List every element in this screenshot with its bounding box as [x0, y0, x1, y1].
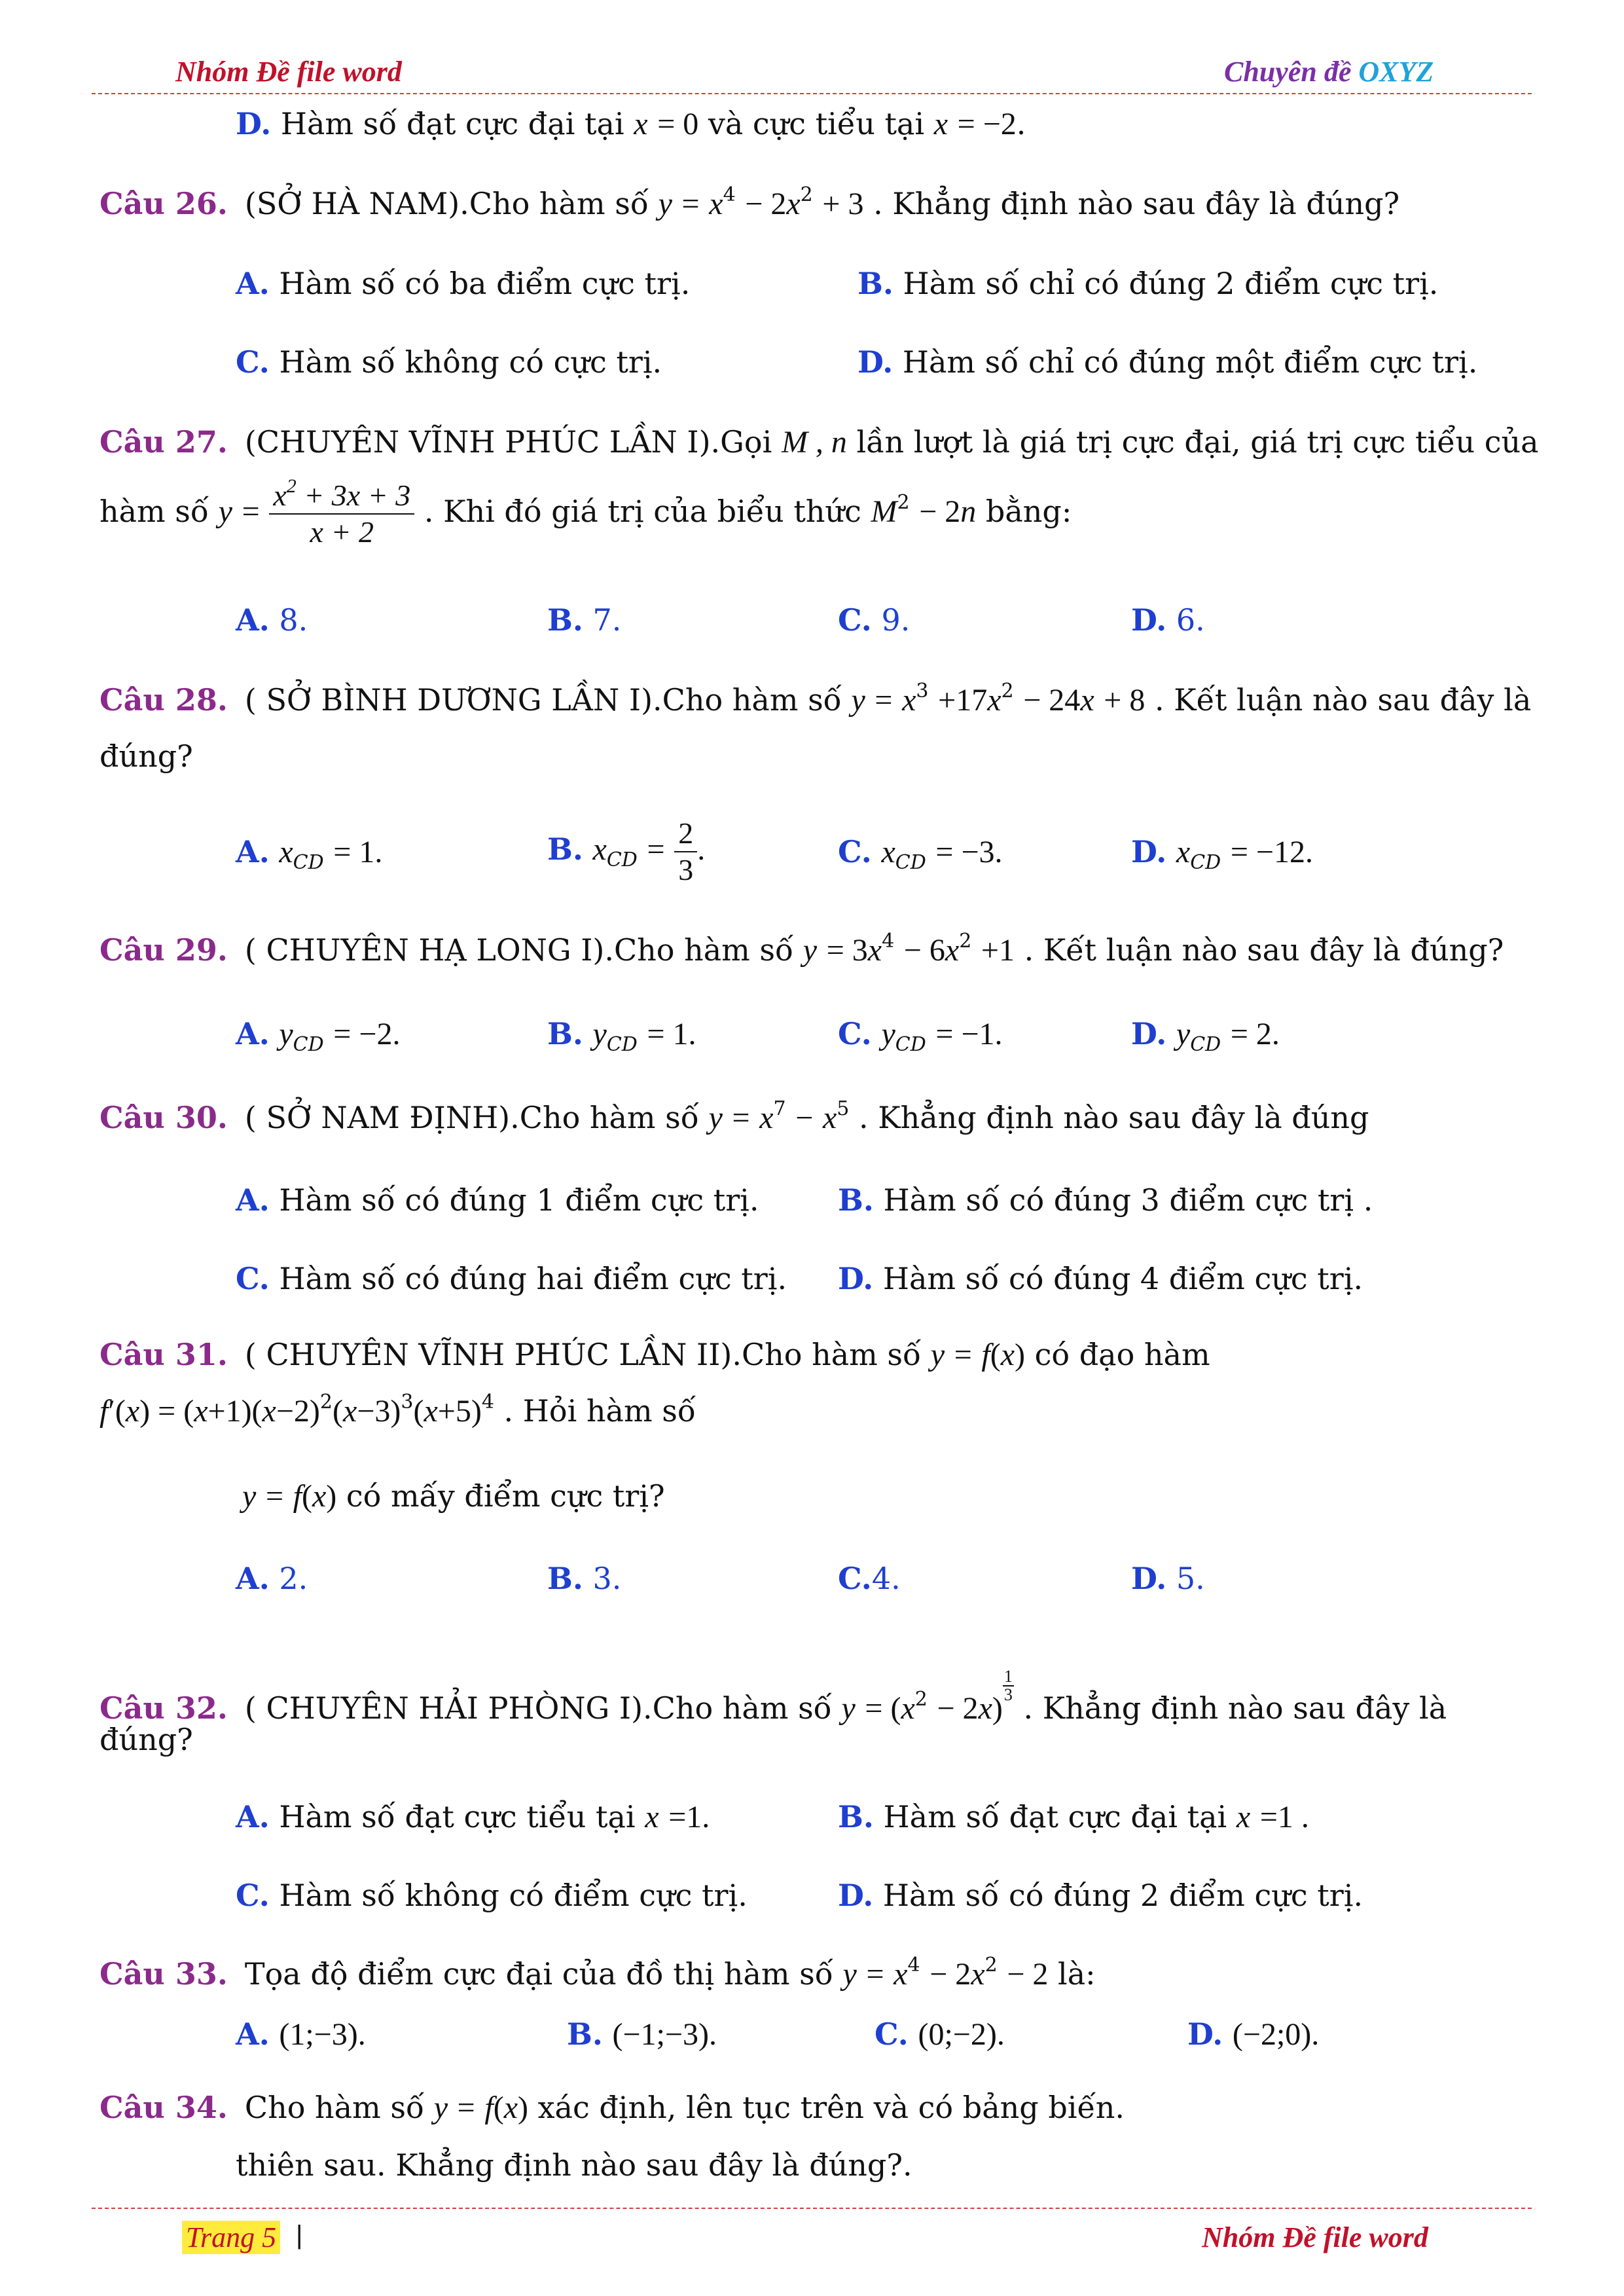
question-34-line2: thiên sau. Khẳng định nào sau đây là đúng?.: [236, 2147, 912, 2183]
q28-option-a[interactable]: A. $x_{CD} = 1$.: [236, 834, 383, 874]
q26-option-b[interactable]: B. Hàm số chỉ có đúng 2 điểm cực trị.: [857, 266, 1439, 301]
q32-option-a[interactable]: A. Hàm số đạt cực tiểu tại x =1.: [236, 1799, 710, 1834]
question-31-line2: $f'(x) = (x+1)(x-2)^2(x-3)^3(x+5)^4$ . Hỏi hàm số: [99, 1391, 696, 1429]
q30-option-d[interactable]: D. Hàm số có đúng 4 điểm cực trị.: [838, 1261, 1363, 1296]
q30-option-b[interactable]: B. Hàm số có đúng 3 điểm cực trị .: [838, 1182, 1373, 1218]
q31-option-d[interactable]: D. 5.: [1131, 1561, 1205, 1596]
footer-divider: [92, 2208, 1532, 2209]
question-31-line3: y = f(x) có mấy điểm cực trị?: [242, 1478, 665, 1514]
q31-option-b[interactable]: B. 3.: [547, 1561, 622, 1596]
question-34: Câu 34. Cho hàm số y = f(x) xác định, lên tục trên và có bảng biến.: [99, 2090, 1125, 2125]
q27-option-d[interactable]: D. 6.: [1131, 602, 1205, 638]
question-28: Câu 28. ( SỞ BÌNH DƯƠNG LẦN I).Cho hàm số $y = x^3 +17x^2 - 24x + 8$ . Kết luận nào sau đây là: [99, 680, 1532, 718]
question-33: Câu 33. Tọa độ điểm cực đại của đồ thị hàm số $y = x^4 - 2x^2 - 2$ là:: [99, 1954, 1096, 1992]
q30-option-c[interactable]: C. Hàm số có đúng hai điểm cực trị.: [236, 1261, 787, 1296]
q29-option-b[interactable]: B. $y_{CD} = 1$.: [547, 1016, 696, 1056]
q28-option-b[interactable]: B. $x_{CD}$ = $\frac{2}{3}$ .: [547, 816, 706, 886]
q26-option-d[interactable]: D. Hàm số chỉ có đúng một điểm cực trị.: [857, 344, 1478, 380]
header-left: Nhóm Đề file word: [175, 56, 402, 88]
q32-option-b[interactable]: B. Hàm số đạt cực đại tại x =1 .: [838, 1799, 1309, 1834]
question-27: Câu 27. (CHUYÊN VĨNH PHÚC LẦN I).Gọi M , n lần lượt là giá trị cực đại, giá trị cực tiểu của: [99, 424, 1539, 460]
header-right: [1224, 55, 1434, 88]
header-divider: [92, 93, 1532, 94]
q29-option-c[interactable]: C. $y_{CD} = -1$.: [838, 1016, 1003, 1056]
q27-option-a[interactable]: A. 8.: [236, 602, 308, 638]
q27-option-c[interactable]: C. 9.: [838, 602, 911, 638]
q33-option-c[interactable]: C. (0;−2).: [875, 2016, 1005, 2052]
q33-option-a[interactable]: A. (1;−3).: [236, 2016, 366, 2052]
q26-option-a[interactable]: A. Hàm số có ba điểm cực trị.: [236, 266, 691, 301]
footer-right: Nhóm Đề file word: [1202, 2221, 1428, 2253]
question-28-line2: đúng?: [99, 738, 193, 774]
q32-option-c[interactable]: C. Hàm số không có điểm cực trị.: [236, 1878, 748, 1913]
q30-option-a[interactable]: A. Hàm số có đúng 1 điểm cực trị.: [236, 1182, 759, 1218]
q26-option-c[interactable]: C. Hàm số không có cực trị.: [236, 344, 662, 380]
q28-option-d[interactable]: D. $x_{CD} = -12$.: [1131, 834, 1313, 874]
q27-option-b[interactable]: B. 7.: [547, 602, 622, 638]
q31-option-a[interactable]: A. 2.: [236, 1561, 308, 1596]
question-27-line2: hàm số y = $\frac{x^2 + 3x + 3}{x + 2}$ . Khi đó giá trị của biểu thức $M^2 - 2n$ bằng:: [99, 475, 1072, 549]
header-right-prefix: Chuyên đề: [1224, 56, 1359, 88]
question-29: Câu 29. ( CHUYÊN HẠ LONG I).Cho hàm số $y = 3x^4 - 6x^2 +1$ . Kết luận nào sau đây là đúng?: [99, 930, 1504, 968]
q28-option-c[interactable]: C. $x_{CD} = -3$.: [838, 834, 1003, 874]
q29-option-a[interactable]: A. $y_{CD} = -2$.: [236, 1016, 401, 1056]
prev-option-d-text: Hàm số đạt cực đại tại x = 0 và cực tiểu tại x = −2.: [280, 106, 1026, 141]
footer-page-label: Trang 5: [182, 2221, 280, 2254]
question-32: Câu 32. ( CHUYÊN HẢI PHÒNG I).Cho hàm số $y = (x^2 - 2x)$ $\frac{1}{3}$ . Khẳng định nào sau đây là: [99, 1667, 1447, 1726]
question-32-line2: đúng?: [99, 1722, 193, 1757]
question-31: Câu 31. ( CHUYÊN VĨNH PHÚC LẦN II).Cho hàm số y = f(x) có đạo hàm: [99, 1337, 1210, 1372]
q33-option-b[interactable]: B. (−1;−3).: [567, 2016, 717, 2052]
question-30: Câu 30. ( SỞ NAM ĐỊNH).Cho hàm số $y = x^7 - x^5$ . Khẳng định nào sau đây là đúng: [99, 1097, 1369, 1135]
question-26: Câu 26. (SỞ HÀ NAM).Cho hàm số $y = x^4 - 2x^2 + 3$ . Khẳng định nào sau đây là đúng?: [99, 183, 1400, 221]
q31-option-c[interactable]: C.4.: [838, 1561, 901, 1596]
footer-separator: |: [296, 2221, 303, 2250]
q33-option-d[interactable]: D. (−2;0).: [1187, 2016, 1320, 2052]
prev-option-d: D. Hàm số đạt cực đại tại x = 0 và cực tiểu tại x = −2.: [236, 106, 1026, 141]
q29-option-d[interactable]: D. $y_{CD} = 2$.: [1131, 1016, 1280, 1056]
q32-option-d[interactable]: D. Hàm số có đúng 2 điểm cực trị.: [838, 1878, 1363, 1913]
header-right-highlight: OXYZ: [1358, 56, 1434, 88]
